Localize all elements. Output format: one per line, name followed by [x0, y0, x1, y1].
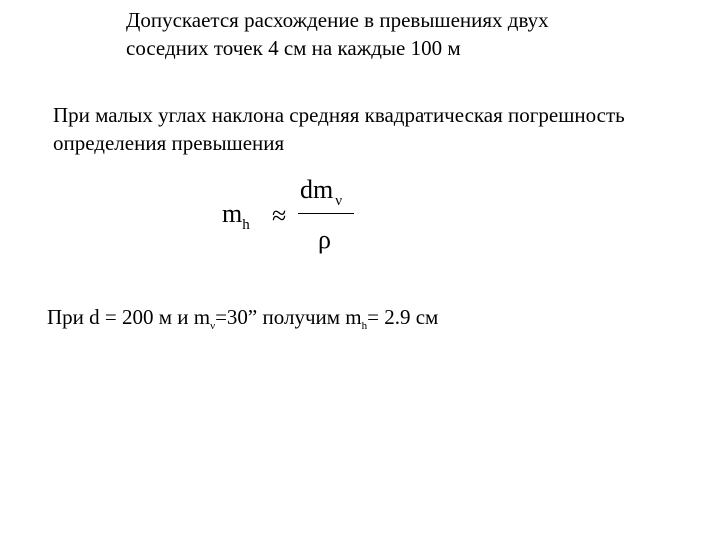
formula-lhs-main: m — [222, 199, 243, 228]
fraction-bar — [298, 213, 354, 214]
formula-numerator — [300, 175, 342, 209]
formula-lhs-subscript: h — [242, 217, 250, 233]
result-part-3: = 2.9 см — [367, 305, 439, 329]
result-subscript-h: h — [361, 320, 368, 332]
tolerance-line-1: Допускается расхождение в превышениях двух — [126, 8, 549, 32]
approx-symbol: ≈ — [272, 201, 287, 230]
formula-numerator-main: dm — [300, 175, 334, 204]
formula-lhs — [222, 199, 250, 233]
tolerance-paragraph — [126, 6, 549, 62]
result-part-1: При d = 200 м и m — [47, 305, 211, 329]
formula-numerator-subscript: ν — [335, 193, 343, 209]
formula-denominator: ρ — [318, 225, 331, 254]
result-subscript-nu: ν — [210, 320, 216, 332]
error-line-2: определения превышения — [53, 131, 285, 155]
error-formula — [222, 175, 362, 265]
error-paragraph — [53, 101, 625, 157]
result-part-2: =30” получим m — [215, 305, 362, 329]
result-line — [47, 303, 438, 335]
error-line-1: При малых углах наклона средняя квадратическая погрешность — [53, 103, 625, 127]
tolerance-line-2: соседних точек 4 см на каждые 100 м — [126, 36, 461, 60]
